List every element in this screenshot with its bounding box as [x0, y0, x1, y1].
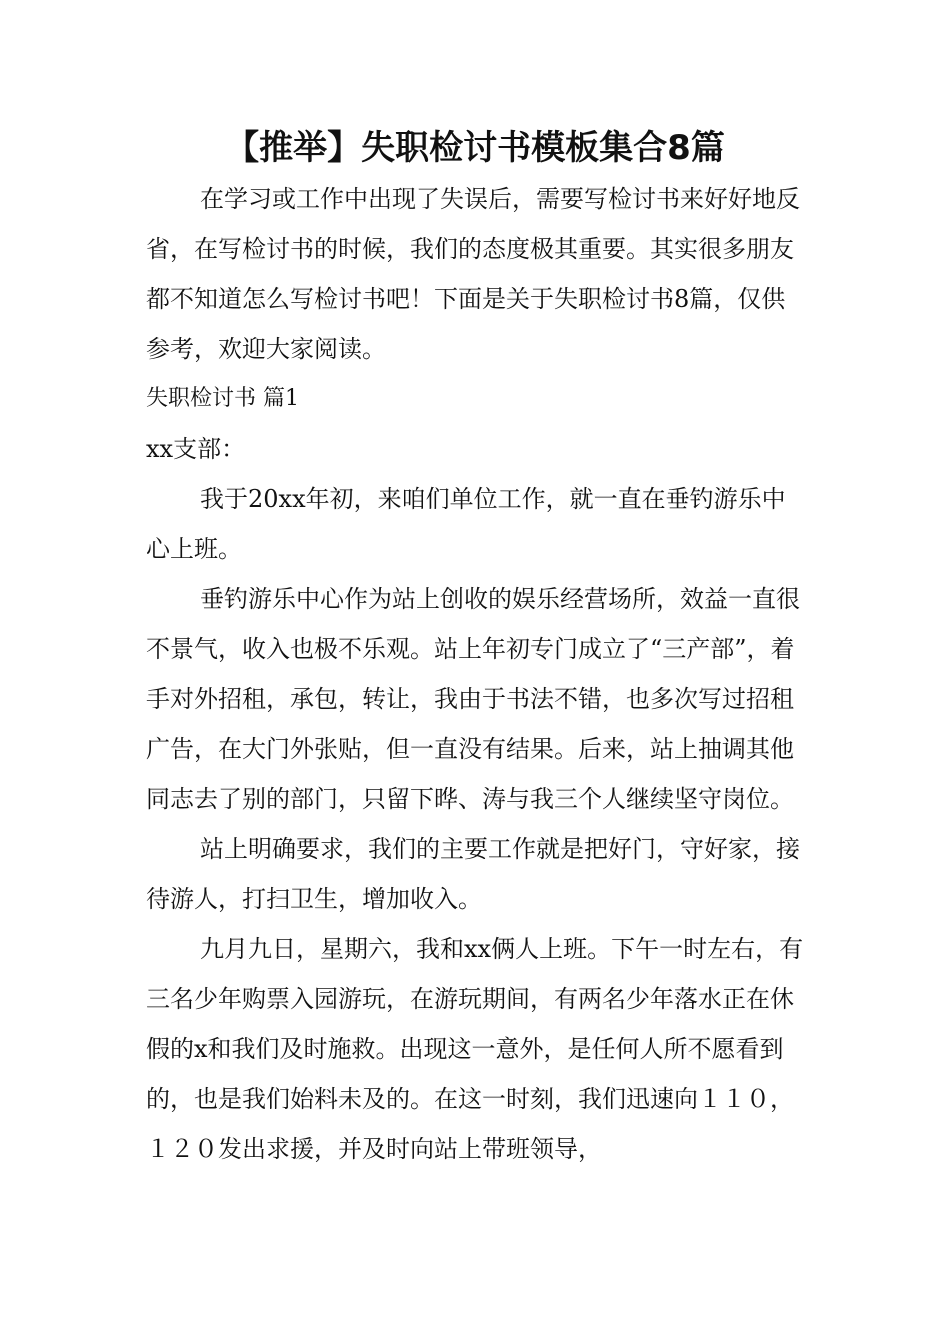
body-paragraph-4: 九月九日，星期六，我和xx俩人上班。下午一时左右，有三名少年购票入园游玩，在游玩期间，有两名少年落水正在休假的x和我们及时施救。出现这一意外，是任何人所不愿看到的，也是我们始料未及的。在这一时刻，我们迅速向１１０，１２０发出求援，并及时向站上带班领导， — [146, 935, 804, 1163]
document-body — [146, 174, 806, 1174]
body-paragraph-2: 垂钓游乐中心作为站上创收的娱乐经营场所，效益一直很不景气，收入也极不乐观。站上年初专门成立了“三产部”，着手对外招租，承包，转让，我由于书法不错，也多次写过招租广告，在大门外张贴，但一直没有结果。后来，站上抽调其他同志去了别的部门，只留下晔、涛与我三个人继续坚守岗位。 — [146, 585, 800, 813]
intro-paragraph: 在学习或工作中出现了失误后，需要写检讨书来好好地反省，在写检讨书的时候，我们的态度极其重要。其实很多朋友都不知道怎么写检讨书吧！下面是关于失职检讨书8篇，仅供参考，欢迎大家阅读。 — [146, 185, 800, 363]
document-title: 【推举】失职检讨书模板集合8篇 — [225, 128, 725, 168]
section-heading: 失职检讨书 篇1 — [146, 386, 299, 411]
body-paragraph-3: 站上明确要求，我们的主要工作就是把好门，守好家，接待游人，打扫卫生，增加收入。 — [146, 835, 800, 913]
body-paragraph-1: 我于20xx年初，来咱们单位工作，就一直在垂钓游乐中心上班。 — [146, 485, 786, 563]
salutation: xx支部： — [146, 435, 246, 463]
